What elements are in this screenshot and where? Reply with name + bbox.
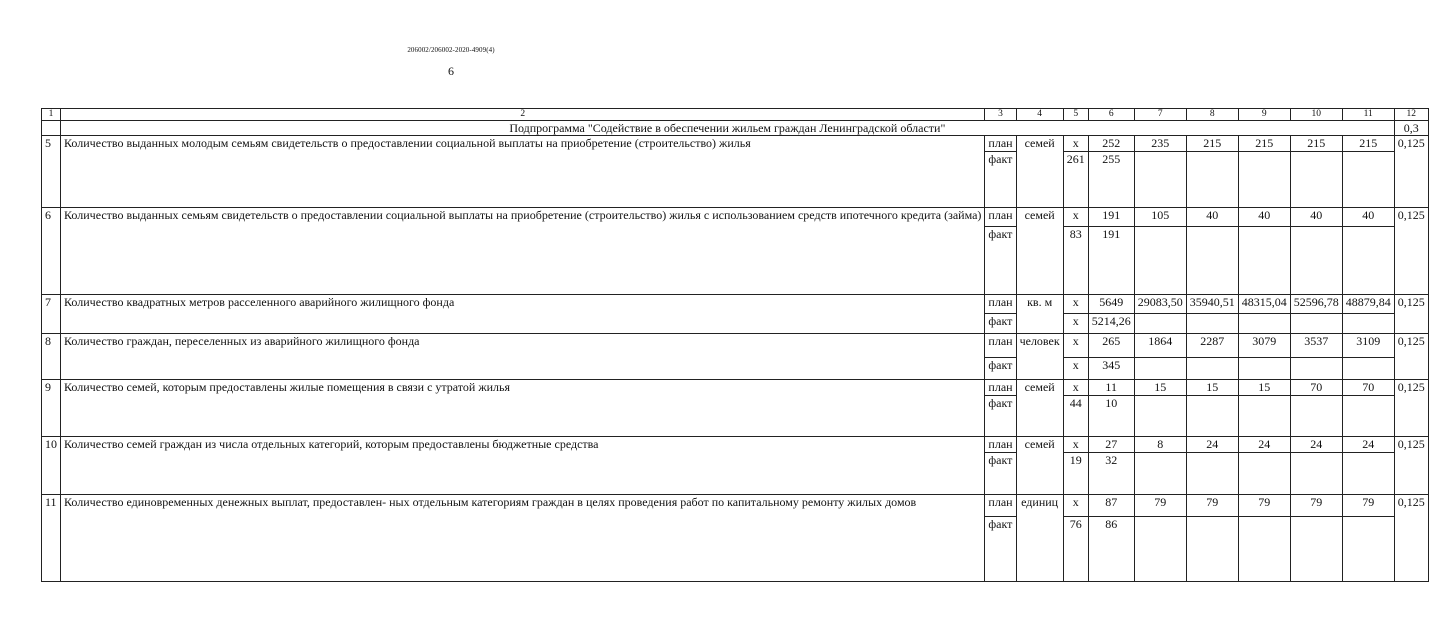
row-index: 6 — [42, 208, 61, 295]
fact-value — [1238, 358, 1290, 380]
fact-value — [1290, 453, 1342, 495]
plan-value: 215 — [1290, 136, 1342, 152]
plan-value: 3109 — [1342, 334, 1394, 358]
indicator-name: Количество единовременных денежных выплат, предоставлен- ных отдельным категориям граждан в целях проведения работ по капитальному ремонту жилых домов — [61, 495, 985, 582]
fact-value — [1186, 396, 1238, 437]
plan-value: 79 — [1238, 495, 1290, 517]
fact-value — [1134, 453, 1186, 495]
fact-value — [1238, 453, 1290, 495]
document-id: 206002/206002-2020-4909(4) — [407, 46, 495, 54]
column-number: 9 — [1238, 109, 1290, 121]
fact-value — [1290, 227, 1342, 295]
fact-value — [1186, 453, 1238, 495]
fact-value: 44 — [1063, 396, 1088, 437]
fact-label: факт — [985, 453, 1016, 495]
table-row-plan — [42, 380, 1429, 396]
plan-value: 105 — [1134, 208, 1186, 227]
column-number: 4 — [1016, 109, 1063, 121]
column-number-row — [42, 109, 1429, 121]
unit-cell: семей — [1016, 136, 1063, 208]
plan-label: план — [985, 380, 1016, 396]
plan-value: 40 — [1238, 208, 1290, 227]
fact-value — [1238, 517, 1290, 582]
table-row-plan — [42, 208, 1429, 227]
table-body — [42, 109, 1429, 582]
fact-value: 255 — [1088, 152, 1134, 208]
plan-value: х — [1063, 495, 1088, 517]
fact-value: х — [1063, 358, 1088, 380]
fact-value: 76 — [1063, 517, 1088, 582]
plan-value: 215 — [1238, 136, 1290, 152]
plan-value: 15 — [1134, 380, 1186, 396]
fact-value — [1290, 517, 1342, 582]
column-number: 1 — [42, 109, 61, 121]
unit-cell: единиц — [1016, 495, 1063, 582]
table-row-plan — [42, 334, 1429, 358]
fact-value — [1342, 517, 1394, 582]
fact-label: факт — [985, 314, 1016, 334]
plan-value: х — [1063, 295, 1088, 314]
plan-value: 3079 — [1238, 334, 1290, 358]
plan-value: 79 — [1290, 495, 1342, 517]
fact-value — [1134, 517, 1186, 582]
column-number: 8 — [1186, 109, 1238, 121]
fact-value: 345 — [1088, 358, 1134, 380]
plan-value: 52596,78 — [1290, 295, 1342, 314]
row-index: 9 — [42, 380, 61, 437]
plan-value: 2287 — [1186, 334, 1238, 358]
row-index: 11 — [42, 495, 61, 582]
unit-cell: семей — [1016, 208, 1063, 295]
plan-value: 3537 — [1290, 334, 1342, 358]
weight-cell: 0,125 — [1394, 437, 1428, 495]
plan-value: х — [1063, 380, 1088, 396]
fact-value: 19 — [1063, 453, 1088, 495]
plan-label: план — [985, 437, 1016, 453]
fact-value — [1290, 358, 1342, 380]
plan-label: план — [985, 495, 1016, 517]
table-row-plan — [42, 295, 1429, 314]
plan-label: план — [985, 136, 1016, 152]
fact-value — [1290, 396, 1342, 437]
plan-value: 24 — [1186, 437, 1238, 453]
subprogram-weight: 0,3 — [1394, 121, 1428, 136]
subprogram-index-cell — [42, 121, 61, 136]
plan-value: х — [1063, 136, 1088, 152]
fact-value — [1134, 358, 1186, 380]
plan-value: х — [1063, 334, 1088, 358]
table-row-plan — [42, 136, 1429, 152]
fact-value — [1134, 227, 1186, 295]
plan-value: 79 — [1342, 495, 1394, 517]
fact-label: факт — [985, 152, 1016, 208]
fact-value: 10 — [1088, 396, 1134, 437]
fact-value: 32 — [1088, 453, 1134, 495]
fact-label: факт — [985, 396, 1016, 437]
plan-label: план — [985, 208, 1016, 227]
column-number: 6 — [1088, 109, 1134, 121]
plan-value: 24 — [1238, 437, 1290, 453]
weight-cell: 0,125 — [1394, 136, 1428, 208]
fact-label: факт — [985, 517, 1016, 582]
column-number: 12 — [1394, 109, 1428, 121]
plan-value: 29083,50 — [1134, 295, 1186, 314]
fact-value — [1134, 152, 1186, 208]
fact-value: 5214,26 — [1088, 314, 1134, 334]
fact-label: факт — [985, 227, 1016, 295]
plan-value: 70 — [1290, 380, 1342, 396]
plan-value: 265 — [1088, 334, 1134, 358]
plan-value: 40 — [1342, 208, 1394, 227]
plan-value: х — [1063, 437, 1088, 453]
fact-value: 261 — [1063, 152, 1088, 208]
plan-value: 8 — [1134, 437, 1186, 453]
plan-value: 35940,51 — [1186, 295, 1238, 314]
fact-value: 83 — [1063, 227, 1088, 295]
plan-value: 24 — [1342, 437, 1394, 453]
fact-value — [1134, 314, 1186, 334]
plan-value: 191 — [1088, 208, 1134, 227]
plan-value: 48879,84 — [1342, 295, 1394, 314]
indicator-name: Количество семей, которым предоставлены жилые помещения в связи с утратой жилья — [61, 380, 985, 437]
indicator-name: Количество выданных семьям свидетельств о предоставлении социальной выплаты на приобретение (строительство) жилья с использованием средств ипотечного кредита (займа) — [61, 208, 985, 295]
fact-value — [1186, 152, 1238, 208]
plan-value: 252 — [1088, 136, 1134, 152]
weight-cell: 0,125 — [1394, 334, 1428, 380]
fact-value — [1186, 358, 1238, 380]
fact-value — [1186, 227, 1238, 295]
fact-value — [1238, 314, 1290, 334]
fact-value — [1238, 227, 1290, 295]
plan-value: 40 — [1186, 208, 1238, 227]
subprogram-row — [42, 121, 1429, 136]
fact-value — [1342, 227, 1394, 295]
plan-value: х — [1063, 208, 1088, 227]
indicators-table — [41, 108, 1429, 582]
plan-value: 48315,04 — [1238, 295, 1290, 314]
unit-cell: семей — [1016, 380, 1063, 437]
plan-value: 215 — [1186, 136, 1238, 152]
indicator-name: Количество квадратных метров расселенного аварийного жилищного фонда — [61, 295, 985, 334]
fact-value — [1290, 152, 1342, 208]
fact-value: 191 — [1088, 227, 1134, 295]
weight-cell: 0,125 — [1394, 295, 1428, 334]
plan-label: план — [985, 334, 1016, 358]
fact-value — [1342, 152, 1394, 208]
page-number: 6 — [448, 64, 454, 78]
plan-value: 27 — [1088, 437, 1134, 453]
plan-value: 215 — [1342, 136, 1394, 152]
column-number: 3 — [985, 109, 1016, 121]
plan-value: 79 — [1134, 495, 1186, 517]
plan-value: 40 — [1290, 208, 1342, 227]
fact-value — [1186, 517, 1238, 582]
unit-cell: человек — [1016, 334, 1063, 380]
column-number: 7 — [1134, 109, 1186, 121]
column-number: 2 — [61, 109, 985, 121]
plan-value: 11 — [1088, 380, 1134, 396]
table-row-plan — [42, 437, 1429, 453]
weight-cell: 0,125 — [1394, 495, 1428, 582]
plan-value: 24 — [1290, 437, 1342, 453]
fact-value: 86 — [1088, 517, 1134, 582]
fact-value — [1342, 314, 1394, 334]
weight-cell: 0,125 — [1394, 208, 1428, 295]
plan-value: 1864 — [1134, 334, 1186, 358]
plan-value: 15 — [1186, 380, 1238, 396]
fact-value — [1134, 396, 1186, 437]
fact-value — [1342, 453, 1394, 495]
table-row-plan — [42, 495, 1429, 517]
weight-cell: 0,125 — [1394, 380, 1428, 437]
plan-label: план — [985, 295, 1016, 314]
fact-value — [1342, 396, 1394, 437]
plan-value: 5649 — [1088, 295, 1134, 314]
fact-value — [1290, 314, 1342, 334]
unit-cell: семей — [1016, 437, 1063, 495]
plan-value: 79 — [1186, 495, 1238, 517]
indicator-name: Количество граждан, переселенных из аварийного жилищного фонда — [61, 334, 985, 380]
fact-value — [1238, 152, 1290, 208]
fact-value — [1238, 396, 1290, 437]
fact-value — [1186, 314, 1238, 334]
plan-value: 235 — [1134, 136, 1186, 152]
column-number: 11 — [1342, 109, 1394, 121]
column-number: 10 — [1290, 109, 1342, 121]
row-index: 8 — [42, 334, 61, 380]
plan-value: 87 — [1088, 495, 1134, 517]
fact-value: х — [1063, 314, 1088, 334]
row-index: 7 — [42, 295, 61, 334]
row-index: 10 — [42, 437, 61, 495]
row-index: 5 — [42, 136, 61, 208]
column-number: 5 — [1063, 109, 1088, 121]
indicator-name: Количество семей граждан из числа отдельных категорий, которым предоставлены бюджетные средства — [61, 437, 985, 495]
indicator-name: Количество выданных молодым семьям свидетельств о предоставлении социальной выплаты на приобретение (строительство) жилья — [61, 136, 985, 208]
fact-value — [1342, 358, 1394, 380]
unit-cell: кв. м — [1016, 295, 1063, 334]
plan-value: 70 — [1342, 380, 1394, 396]
plan-value: 15 — [1238, 380, 1290, 396]
fact-label: факт — [985, 358, 1016, 380]
subprogram-title: Подпрограмма "Содействие в обеспечении жильем граждан Ленинградской области" — [61, 121, 1395, 136]
